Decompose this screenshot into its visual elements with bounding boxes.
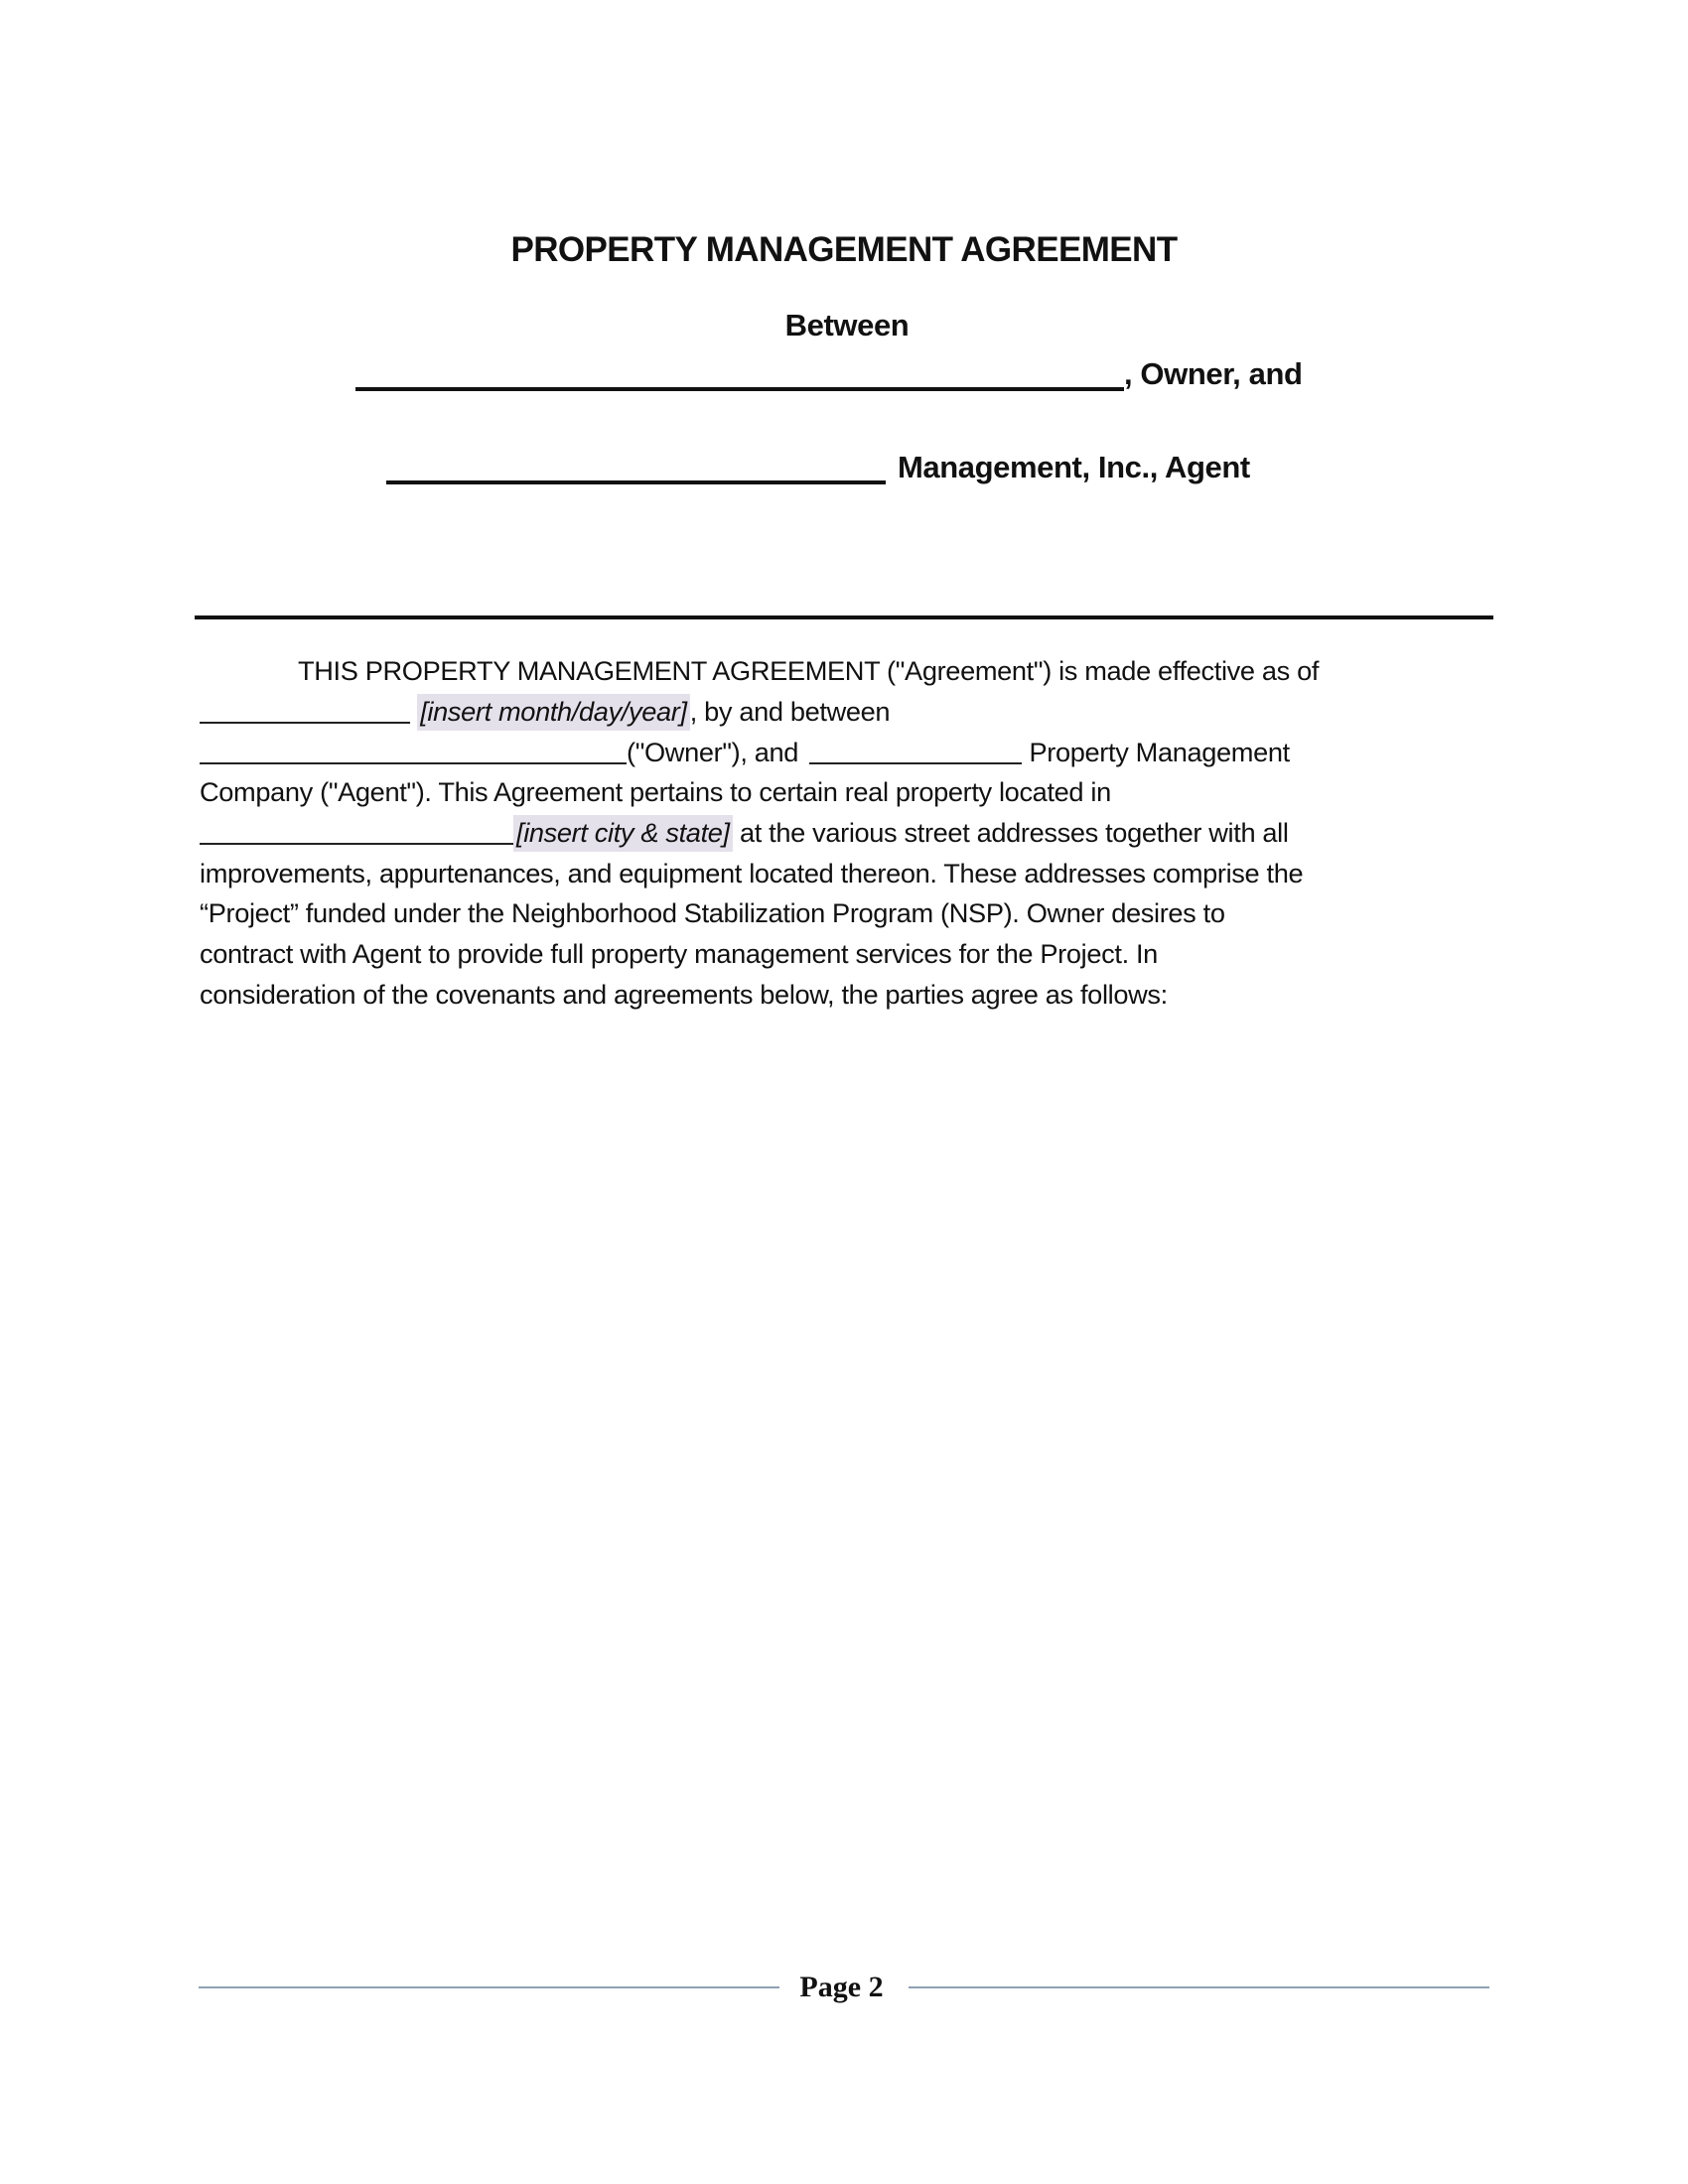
body-line-7 xyxy=(200,893,1225,933)
body-line-5 xyxy=(200,813,1289,853)
body-line-2 xyxy=(200,692,890,732)
improvements-text: improvements, appurtenances, and equipment located thereon. These addresses comprise the xyxy=(200,858,1304,888)
owner-blank[interactable] xyxy=(200,739,627,764)
date-placeholder[interactable]: [insert month/day/year] xyxy=(417,694,690,731)
line5-after: at the various street addresses together with all xyxy=(739,817,1289,848)
agent-name-blank[interactable] xyxy=(386,451,886,484)
footer-rule-right xyxy=(909,1986,1489,1988)
header-divider xyxy=(195,615,1493,619)
project-text: “Project” funded under the Neighborhood Stabilization Program (NSP). Owner desires to xyxy=(200,897,1225,928)
body-line-6 xyxy=(200,854,1303,893)
page-number: Page 2 xyxy=(799,1971,884,2003)
agreement-intro-text: THIS PROPERTY MANAGEMENT AGREEMENT ("Agreement") is made effective as of xyxy=(298,655,1320,686)
body-line-9 xyxy=(200,975,1168,1015)
body-line-3 xyxy=(200,733,1290,772)
body-line-8 xyxy=(200,934,1158,974)
owner-party-line xyxy=(355,352,1303,396)
consideration-text: consideration of the covenants and agreements below, the parties agree as follows: xyxy=(200,979,1168,1010)
contract-text: contract with Agent to provide full property management services for the Project. In xyxy=(200,938,1158,969)
city-state-placeholder[interactable]: [insert city & state] xyxy=(513,815,733,852)
between-label: Between xyxy=(784,308,910,342)
owner-and-text: ("Owner"), and xyxy=(627,737,799,767)
body-line-4 xyxy=(200,772,1111,812)
footer-rule-left xyxy=(199,1986,779,1988)
line2-after: , by and between xyxy=(689,696,891,727)
owner-name-blank[interactable] xyxy=(355,357,1124,391)
city-state-blank[interactable] xyxy=(200,819,513,845)
body-line-1 xyxy=(298,651,1319,691)
agent-suffix: Management, Inc., Agent xyxy=(898,450,1250,484)
effective-date-blank[interactable] xyxy=(200,698,410,724)
agent-company-blank[interactable] xyxy=(809,739,1022,764)
agent-party-line xyxy=(386,446,1250,489)
document-title: PROPERTY MANAGEMENT AGREEMENT xyxy=(510,230,1178,269)
company-agent-text: Company ("Agent"). This Agreement pertains to certain real property located in xyxy=(200,776,1111,807)
property-management-text: Property Management xyxy=(1029,737,1290,767)
owner-suffix: , Owner, and xyxy=(1124,356,1303,391)
